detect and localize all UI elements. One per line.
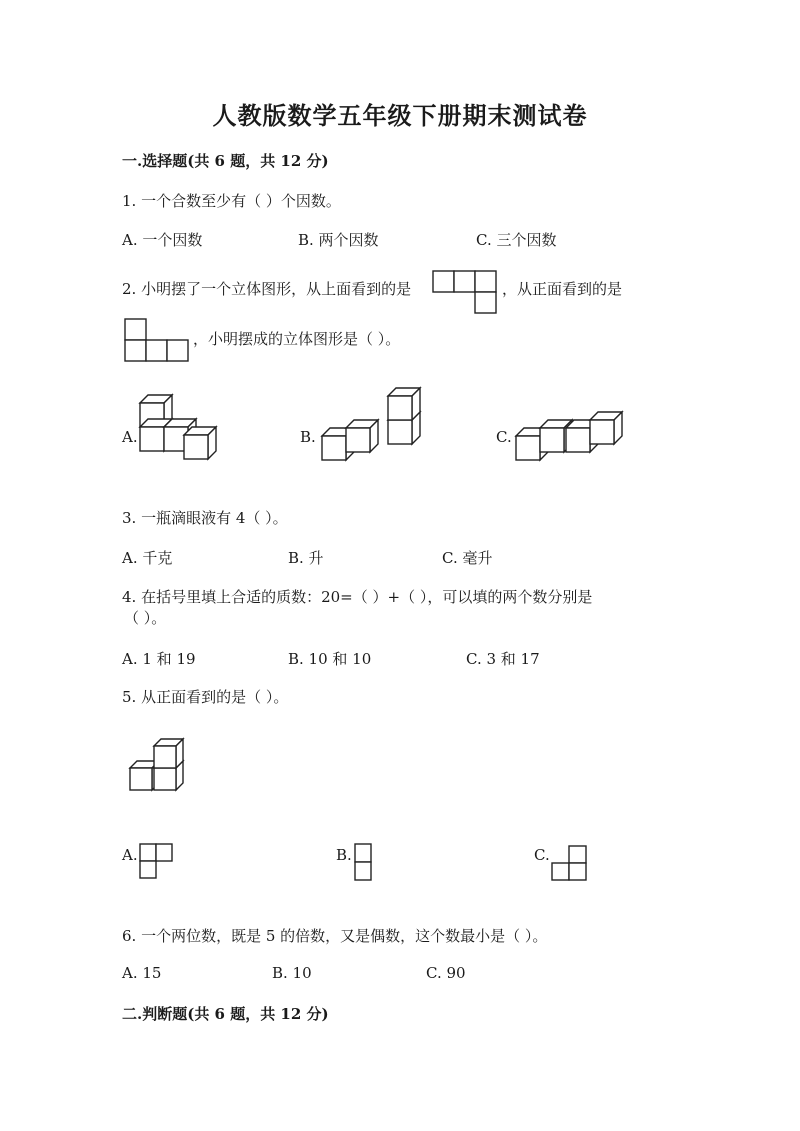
q4-option-c[interactable]: C. 3 和 17 bbox=[466, 650, 540, 668]
q2-option-a-cubes-figure bbox=[138, 392, 230, 464]
q1-option-b[interactable]: B. 两个因数 bbox=[298, 231, 379, 249]
question-2-part-b: ，从正面看到的是 bbox=[502, 280, 623, 298]
q1-option-a[interactable]: A. 一个因数 bbox=[122, 231, 203, 249]
front-view-figure bbox=[124, 318, 190, 362]
section-heading-judgement: 二.判断题(共 6 题，共 12 分) bbox=[122, 1005, 329, 1023]
q2-option-c[interactable]: C. bbox=[496, 428, 512, 446]
question-5: 5. 从正面看到的是（ ）。 bbox=[122, 688, 289, 706]
question-2-part-c: ，小明摆成的立体图形是（ ）。 bbox=[193, 330, 401, 348]
q6-option-b[interactable]: B. 10 bbox=[272, 964, 312, 982]
q2-option-c-cubes-figure bbox=[514, 410, 620, 464]
q6-option-c[interactable]: C. 90 bbox=[426, 964, 466, 982]
q2-option-b-cubes-figure bbox=[318, 386, 424, 464]
page-title: 人教版数学五年级下册期末测试卷 bbox=[212, 101, 588, 130]
q2-option-a[interactable]: A. bbox=[122, 428, 138, 446]
q5-solid-figure bbox=[128, 742, 190, 798]
q5-option-b[interactable]: B. bbox=[336, 846, 352, 864]
q5-option-b-view-figure bbox=[354, 843, 374, 881]
q6-option-a[interactable]: A. 15 bbox=[122, 964, 162, 982]
q5-option-c[interactable]: C. bbox=[534, 846, 550, 864]
q5-option-a[interactable]: A. bbox=[122, 846, 138, 864]
q3-option-a[interactable]: A. 千克 bbox=[122, 549, 173, 567]
q4-option-a[interactable]: A. 1 和 19 bbox=[122, 650, 196, 668]
question-4-line-1: 4. 在括号里填上合适的质数：20=（ ）+（ ），可以填的两个数分别是 bbox=[122, 588, 593, 606]
q2-option-b[interactable]: B. bbox=[300, 428, 316, 446]
q4-option-b[interactable]: B. 10 和 10 bbox=[288, 650, 372, 668]
q3-option-b[interactable]: B. 升 bbox=[288, 549, 324, 567]
q3-option-c[interactable]: C. 毫升 bbox=[442, 549, 493, 567]
section-heading-choice: 一.选择题(共 6 题，共 12 分) bbox=[122, 152, 329, 170]
question-2-part-a: 2. 小明摆了一个立体图形，从上面看到的是 bbox=[122, 280, 412, 298]
top-view-figure bbox=[432, 270, 498, 314]
question-4-line-2: （ ）。 bbox=[124, 609, 167, 627]
q5-option-a-view-figure bbox=[139, 843, 175, 879]
question-3: 3. 一瓶滴眼液有 4（ ）。 bbox=[122, 509, 288, 527]
question-1: 1. 一个合数至少有（ ）个因数。 bbox=[122, 192, 341, 210]
question-6: 6. 一个两位数，既是 5 的倍数，又是偶数，这个数最小是（ ）。 bbox=[122, 927, 548, 945]
q1-option-c[interactable]: C. 三个因数 bbox=[476, 231, 557, 249]
q5-option-c-view-figure bbox=[551, 845, 589, 881]
